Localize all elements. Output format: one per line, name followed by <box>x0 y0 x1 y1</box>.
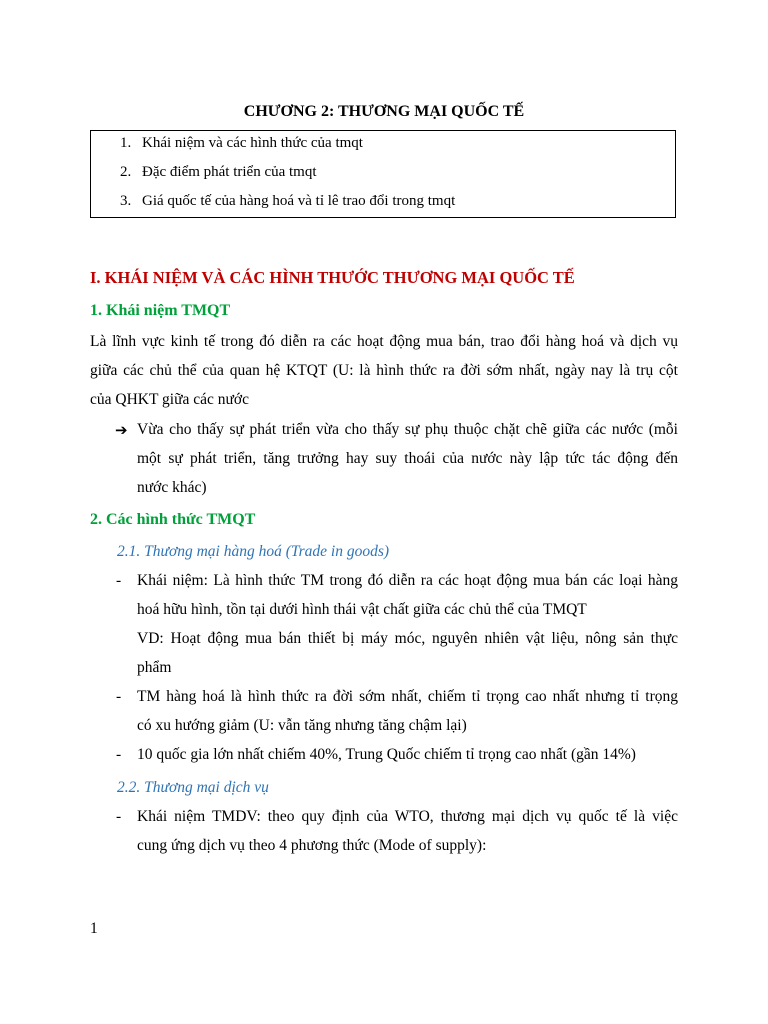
bullet-dash: - <box>116 688 122 705</box>
chapter-title: CHƯƠNG 2: THƯƠNG MẠI QUỐC TẾ <box>243 103 525 120</box>
subsubsection-heading: 2.1. Thương mại hàng hoá (Trade in goods) <box>117 543 390 560</box>
bullet-dash: - <box>116 746 122 763</box>
subsection-heading: 1. Khái niệm TMQT <box>90 302 231 319</box>
bullet-line: Khái niệm TMDV: theo quy định của WTO, thương mại dịch vụ quốc tế là việc <box>137 808 678 825</box>
arrow-line: một sự phát triển, tăng trưởng hay suy thoái của nước này lập tức tác động đến <box>137 450 678 467</box>
toc-text: Khái niệm và các hình thức của tmqt <box>142 135 363 151</box>
paragraph-line: Là lĩnh vực kinh tế trong đó diễn ra các hoạt động mua bán, trao đổi hàng hoá và dịch vụ <box>90 333 678 350</box>
toc-text: Đặc điểm phát triển của tmqt <box>142 164 317 180</box>
paragraph-line: của QHKT giữa các nước <box>90 391 249 408</box>
toc-item <box>120 135 363 152</box>
bullet-line: phẩm <box>137 659 172 676</box>
toc-number: 2. <box>120 164 132 180</box>
bullet-line: hoá hữu hình, tồn tại dưới hình thái vật chất giữa các chủ thể của TMQT <box>137 601 587 618</box>
arrow-line: Vừa cho thấy sự phát triển vừa cho thấy sự phụ thuộc chặt chẽ giữa các nước (mỗi <box>137 421 678 438</box>
toc-item <box>120 164 317 181</box>
subsection-heading: 2. Các hình thức TMQT <box>90 511 256 528</box>
toc-number: 1. <box>120 135 132 151</box>
bullet-line: VD: Hoạt động mua bán thiết bị máy móc, nguyên nhiên vật liệu, nông sản thực <box>137 630 678 647</box>
bullet-dash: - <box>116 808 122 825</box>
arrow-line: nước khác) <box>137 479 207 496</box>
toc-number: 3. <box>120 193 132 209</box>
toc-box <box>90 130 676 218</box>
toc-text: Giá quốc tế của hàng hoá và tỉ lê trao đổi trong tmqt <box>142 193 456 209</box>
page-number: 1 <box>90 920 98 937</box>
bullet-line: Khái niệm: Là hình thức TM trong đó diễn ra các hoạt động mua bán các loại hàng <box>137 572 678 589</box>
bullet-line: cung ứng dịch vụ theo 4 phương thức (Mode of supply): <box>137 837 487 854</box>
bullet-line: 10 quốc gia lớn nhất chiếm 40%, Trung Quốc chiếm tỉ trọng cao nhất (gần 14%) <box>137 746 636 763</box>
bullet-line: có xu hướng giảm (U: vẫn tăng nhưng tăng chậm lại) <box>137 717 467 734</box>
bullet-line: TM hàng hoá là hình thức ra đời sớm nhất, chiếm tỉ trọng cao nhất nhưng tỉ trọng <box>137 688 678 705</box>
toc-item <box>120 193 455 210</box>
subsubsection-heading: 2.2. Thương mại dịch vụ <box>117 779 269 796</box>
bullet-dash: - <box>116 572 122 589</box>
paragraph-line: giữa các chủ thể của quan hệ KTQT (U: là hình thức ra đời sớm nhất, ngày nay là trụ cột <box>90 362 678 379</box>
arrow-right-icon: ➔ <box>115 421 128 439</box>
section-heading: I. KHÁI NIỆM VÀ CÁC HÌNH THƯỚC THƯƠNG MẠI QUỐC TẾ <box>90 268 575 287</box>
